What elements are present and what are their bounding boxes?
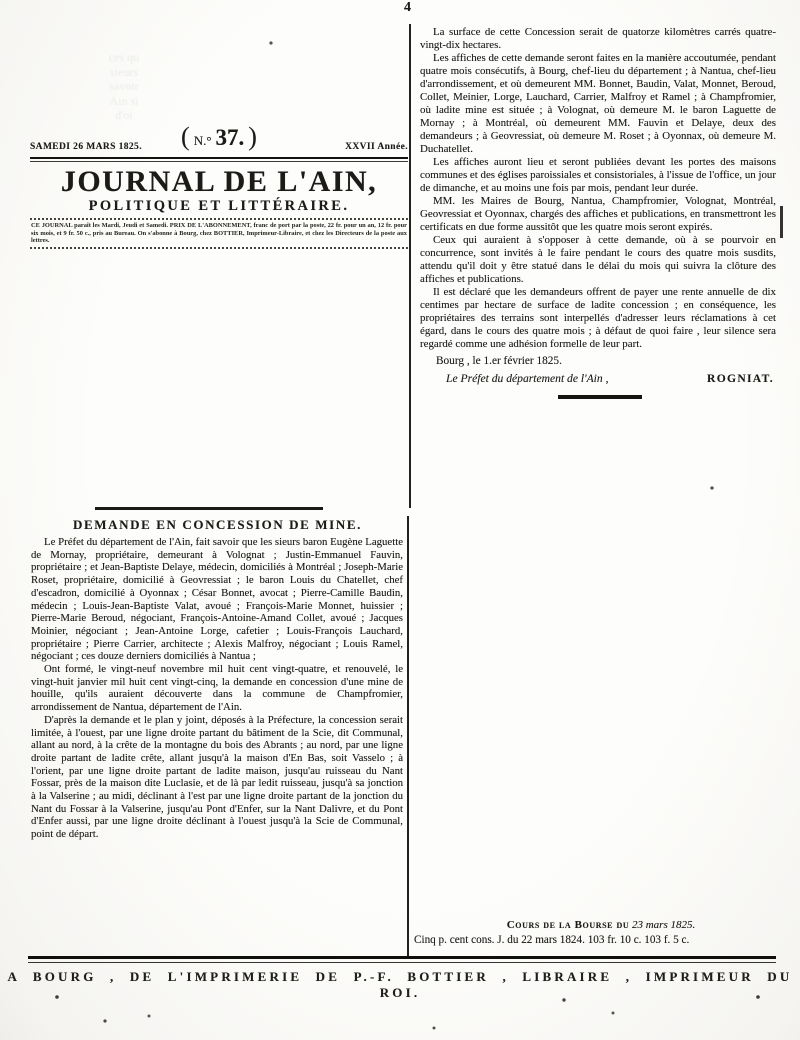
right-column: [420, 26, 776, 399]
signature-role: Le Préfet du département de l'Ain ,: [446, 372, 609, 385]
printer-imprint: A BOURG , DE L'IMPRIMERIE DE P.-F. BOTTIER , LIBRAIRE , IMPRIMEUR DU ROI.: [7, 969, 793, 1000]
article-paragraph: MM. les Maires de Bourg, Nantua, Champfromier, Volognat, Montréal, Geovressiat et Oyonnax, chargés des affiches et publications, en transmettront les certificats en due forme aussitôt que les quatre mois seront expirés.: [420, 195, 776, 233]
article-heading-rule: [95, 507, 323, 510]
article-paragraph: Les affiches de cette demande seront faites en la manière accoutumée, pendant quatre mois consécutifs, à Bourg, chef-lieu du département ; à Nantua, chef-lieu d'arrondissement, et où demeurent MM. Bonnet, Baudin, Valat, Monnet, Beroud, Collet, Meinier, Lorge, Lauchard, Carrier, Malfroy et Ramel ; à Champfromier, où ladite mine est située ; à Volognat, où demeure M. le baron Laguette de Mornay ; à Montréal, où demeurent MM. Fauvin et Delaye, deux des demandeurs ; à Geovressiat, où demeure M. Roset ; à Oyonnax, où demeure M. Duchatellet.: [420, 52, 776, 155]
bourse-heading: Cours de la Bourse du 23 mars 1825.: [506, 919, 696, 931]
article-paragraph: Ceux qui auraient à s'opposer à cette demande, où à se pourvoir en concurrence, sont invités à le faire pendant le cours des quatre mois susdits, attendu qu'il doit y être statué dans le délai du mois qui suivra la clôture des affiches et publications.: [420, 234, 776, 285]
article-paragraph: Il est déclaré que les demandeurs offrent de payer une rente annuelle de dix centimes par hectare de surface de ladite concession ; en conséquence, les propriétaires des terrains sont interpellés d'adresser leurs réclamations à cet égard, dans le cours des quatre mois ; à défaut de quoi faire , leur silence sera regardé comme une adhésion formelle de leur part.: [420, 286, 776, 350]
right-edge-ink-mark: [780, 206, 783, 238]
masthead: [30, 124, 408, 249]
ink-specks: [0, 0, 2, 2]
masthead-row: [30, 124, 408, 155]
bourse-quote: Cinq p. cent cons. J. du 22 mars 1824. 103 fr. 10 c. 103 f. 5 c.: [414, 934, 690, 946]
article-header: [30, 507, 405, 533]
article-heading: DEMANDE EN CONCESSION DE MINE.: [73, 517, 362, 532]
dateline: Bourg , le 1.er février 1825.: [436, 355, 562, 367]
column-divider-upper: [409, 24, 411, 508]
newspaper-subtitle: POLITIQUE ET LITTÉRAIRE.: [88, 198, 350, 214]
subscription-notice: CE JOURNAL paraît les Mardi, Jeudi et Samedi. PRIX DE L'ABONNEMENT, franc de port par la poste, 22 fr. pour un an, 12 fr. pour six mois, et 9 fr. 50 c., pris au Bureau. On s'abonne à Bourg, chez BOTTIER, Imprimeur-Libraire, et chez les Directeurs de la poste aux lettres.: [30, 218, 408, 249]
signature-name: ROGNIAT.: [707, 372, 774, 385]
bourse-section: [414, 919, 788, 946]
issue-number: ( N.° 37. ): [181, 122, 257, 151]
publication-year: XXVII Année.: [345, 142, 408, 152]
publication-date: SAMEDI 26 MARS 1825.: [30, 142, 142, 152]
masthead-double-rule: [30, 157, 408, 162]
article-paragraph: La surface de cette Concession serait de quatorze kilomètres carrés quatre-vingt-dix hectares.: [420, 26, 776, 51]
article-paragraph: Les affiches auront lieu et seront publiées devant les portes des maisons communes et des églises paroissiales et consistoriales, à l'issue de l'office, un jour de dimanche, et au moins une fois par mois, pendant leur durée.: [420, 156, 776, 194]
ghost-showthrough-text: ces qu sieurs savoir Ain si d'oi: [108, 50, 140, 122]
signature-row: [420, 372, 776, 385]
page-number: 4: [404, 0, 411, 15]
article-paragraph: D'après la demande et le plan y joint, déposés à la Préfecture, la concession serait limitée, à l'ouest, par une ligne droite partant du bâtiment de la Scie, dit Communal, allant au nord, à la crête de la montagne du bois des Abrants ; au nord, par une ligne droite partant de ladite crête, allant jusqu'à la maison d'En Bas, soit Vasselo ; à l'orient, par une ligne droite partant de ladite maison, jusqu'au ruisseau du Nant Fossar, près de la maison dite Luclasie, et de là par ledit ruisseau, jusqu'à sa jonction à la Valserine ; au midi, déclinant à l'est par une ligne droite partant de la jonction du Nant du Fossar à la Valserine, jusqu'au Pont d'Enfer, sur la Nant Dalivre, et du Pont d'Enfer aussi, par une ligne droite déclinant à l'ouest jusqu'à la Scie de Communal, point de départ.: [31, 713, 403, 841]
bottom-double-rule: [28, 956, 776, 963]
article-paragraph: Ont formé, le vingt-neuf novembre mil huit cent vingt-quatre, et renouvelé, le vingt-huit janvier mil huit cent vingt-cinq, la demande en concession d'une mine de houille, qu'ils auraient découverte dans la commune de Champfromier, arrondissement de Nantua, département de l'Ain.: [31, 663, 403, 714]
end-of-notice-rule: [558, 395, 642, 399]
newspaper-title: JOURNAL DE L'AIN,: [60, 165, 378, 198]
left-column: [31, 536, 403, 841]
article-paragraph: Le Préfet du département de l'Ain, fait savoir que les sieurs baron Eugène Laguette de Mornay, propriétaire, demeurant à Volognat ; Justin-Emmanuel Fauvin, propriétaire ; et Jean-Baptiste Delaye, médecin, domiciliés à Montréal ; Joseph-Marie Roset, propriétaire, domicilié à Geovressiat ; le baron Louis du Chatellet, chef d'escadron, domicilié à Oyonnax ; César Bonnet, avocat ; Pierre-Camille Baudin, médecin ; Louis-Jean-Baptiste Valat, avoué ; François-Marie Monnet, huissier ; Pierre-Marie Beroud, négociant, François-Antoine-Amand Collet, avoué ; Jacques Moinier, négociant ; Jean-Antoine Lorge, cafetier ; Louis-François Lauchard, propriétaire ; Pierre Carrier, architecte ; Alexis Malfroy, négociant ; Louis Ramel, négociant ; ces douze derniers domiciliés à Nantua ;: [31, 536, 403, 663]
column-divider-lower: [407, 516, 409, 956]
